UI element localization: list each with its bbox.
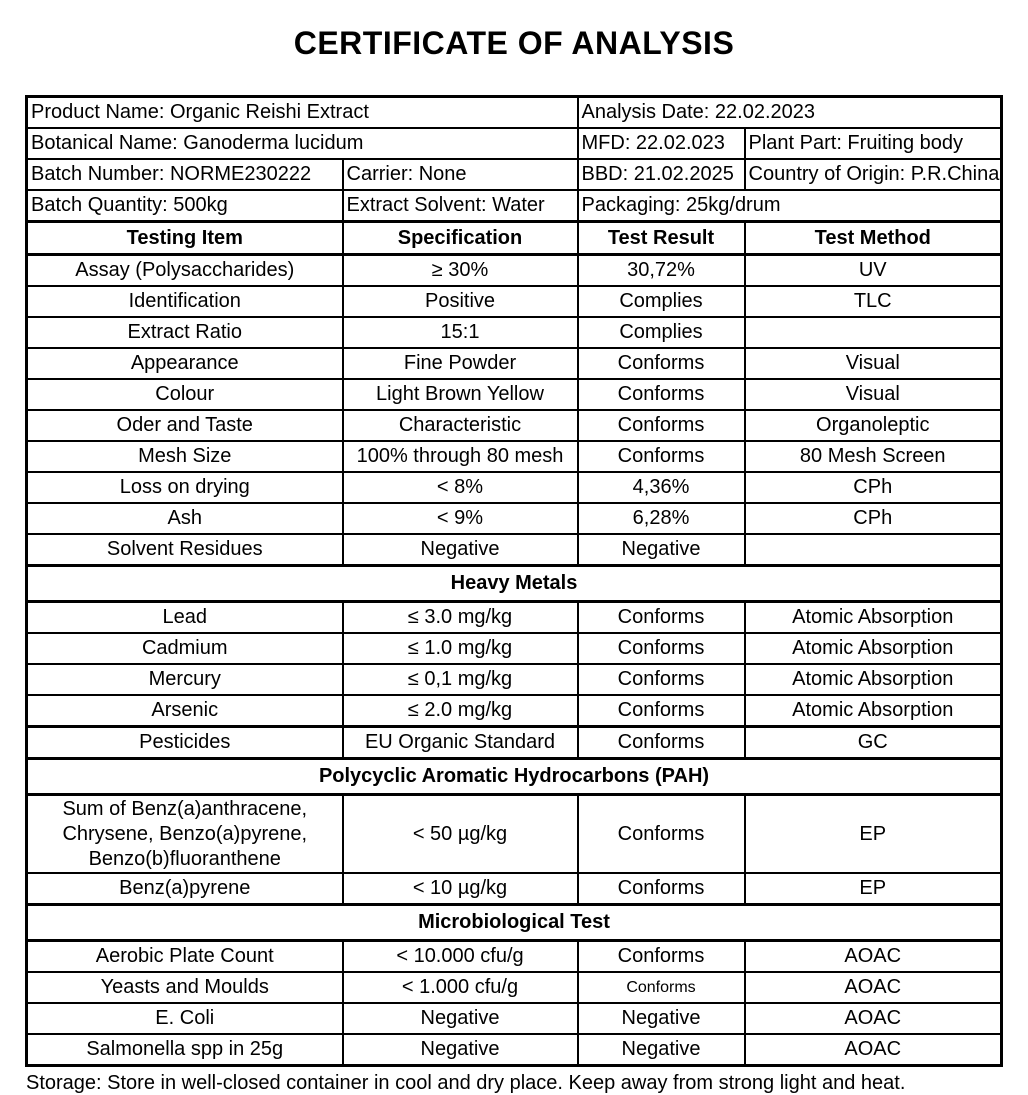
cell-test-result: Conforms	[578, 795, 745, 874]
certificate-table	[25, 95, 1003, 1067]
cell-test-method: 80 Mesh Screen	[745, 441, 1002, 472]
cell-specification: < 8%	[343, 472, 578, 503]
cell-specification: EU Organic Standard	[343, 727, 578, 759]
cell-testing-item: Identification	[27, 286, 343, 317]
carrier: Carrier: None	[343, 159, 578, 190]
table-row-oder-taste	[27, 410, 1002, 441]
cell-specification: Negative	[343, 534, 578, 566]
info-row-botanical	[27, 128, 1002, 159]
cell-test-method: EP	[745, 795, 1002, 874]
section-header-microbiological	[27, 905, 1002, 941]
cell-specification: < 9%	[343, 503, 578, 534]
table-row-benzapyrene	[27, 873, 1002, 905]
cell-test-result: Conforms	[578, 695, 745, 727]
cell-test-method: TLC	[745, 286, 1002, 317]
cell-test-result: Conforms	[578, 873, 745, 905]
table-row-e-coli	[27, 1003, 1002, 1034]
section-header-heavy-metals	[27, 566, 1002, 602]
storage-note: Storage: Store in well-closed container in cool and dry place. Keep away from strong light and heat.	[26, 1072, 906, 1094]
cell-test-method: Atomic Absorption	[745, 633, 1002, 664]
table-row-yeasts-moulds	[27, 972, 1002, 1003]
cell-test-method: AOAC	[745, 1034, 1002, 1066]
table-row-aerobic-plate-count	[27, 941, 1002, 973]
cell-test-result: Conforms	[578, 664, 745, 695]
cell-testing-item: Yeasts and Moulds	[27, 972, 343, 1003]
cell-specification: < 1.000 cfu/g	[343, 972, 578, 1003]
mfd-date: MFD: 22.02.023	[578, 128, 745, 159]
cell-test-method	[745, 317, 1002, 348]
page-title: CERTIFICATE OF ANALYSIS	[293, 25, 735, 61]
cell-specification: Light Brown Yellow	[343, 379, 578, 410]
cell-test-result: Negative	[578, 1034, 745, 1066]
cell-testing-item: Oder and Taste	[27, 410, 343, 441]
botanical-name: Botanical Name: Ganoderma lucidum	[27, 128, 578, 159]
cell-testing-item: Mesh Size	[27, 441, 343, 472]
col-header-test-method: Test Method	[745, 222, 1002, 255]
cell-specification: ≤ 1.0 mg/kg	[343, 633, 578, 664]
cell-test-result: Negative	[578, 1003, 745, 1034]
cell-specification: < 50 µg/kg	[343, 795, 578, 874]
country-of-origin: Country of Origin: P.R.China	[745, 159, 1002, 190]
cell-test-method: Atomic Absorption	[745, 664, 1002, 695]
cell-testing-item: Mercury	[27, 664, 343, 695]
col-header-testing-item: Testing Item	[27, 222, 343, 255]
table-row-lead	[27, 602, 1002, 634]
plant-part: Plant Part: Fruiting body	[745, 128, 1002, 159]
cell-specification: < 10 µg/kg	[343, 873, 578, 905]
cell-test-result: 6,28%	[578, 503, 745, 534]
cell-test-method	[745, 534, 1002, 566]
table-row-pah-sum	[27, 795, 1002, 874]
cell-testing-item: Extract Ratio	[27, 317, 343, 348]
section-title: Polycyclic Aromatic Hydrocarbons (PAH)	[27, 759, 1002, 795]
col-header-test-result: Test Result	[578, 222, 745, 255]
cell-testing-item: Colour	[27, 379, 343, 410]
cell-test-result: Conforms	[578, 727, 745, 759]
info-row-batch	[27, 159, 1002, 190]
info-row-product	[27, 97, 1002, 129]
packaging: Packaging: 25kg/drum	[578, 190, 1002, 222]
cell-testing-item: Loss on drying	[27, 472, 343, 503]
cell-testing-item: Arsenic	[27, 695, 343, 727]
cell-testing-item: Assay (Polysaccharides)	[27, 255, 343, 287]
product-name: Product Name: Organic Reishi Extract	[27, 97, 578, 129]
col-header-specification: Specification	[343, 222, 578, 255]
cell-specification: < 10.000 cfu/g	[343, 941, 578, 973]
info-row-quantity	[27, 190, 1002, 222]
cell-testing-item: Cadmium	[27, 633, 343, 664]
section-title: Microbiological Test	[27, 905, 1002, 941]
section-header-pah	[27, 759, 1002, 795]
cell-testing-item: Appearance	[27, 348, 343, 379]
cell-test-result: 4,36%	[578, 472, 745, 503]
cell-test-result: Conforms	[578, 633, 745, 664]
cell-test-result: Conforms	[578, 348, 745, 379]
certificate-page	[0, 26, 1028, 1095]
table-row-arsenic	[27, 695, 1002, 727]
cell-test-method: Atomic Absorption	[745, 602, 1002, 634]
cell-test-result: 30,72%	[578, 255, 745, 287]
section-title: Heavy Metals	[27, 566, 1002, 602]
cell-specification: Fine Powder	[343, 348, 578, 379]
table-row-loss-on-drying	[27, 472, 1002, 503]
table-row-identification	[27, 286, 1002, 317]
cell-test-method: AOAC	[745, 941, 1002, 973]
table-row-extract-ratio	[27, 317, 1002, 348]
cell-test-result: Complies	[578, 317, 745, 348]
table-row-colour	[27, 379, 1002, 410]
cell-testing-item: Benz(a)pyrene	[27, 873, 343, 905]
table-row-cadmium	[27, 633, 1002, 664]
cell-specification: ≤ 2.0 mg/kg	[343, 695, 578, 727]
cell-test-method: Organoleptic	[745, 410, 1002, 441]
cell-testing-item: Solvent Residues	[27, 534, 343, 566]
cell-test-result: Conforms	[578, 972, 745, 1003]
cell-test-method: Visual	[745, 348, 1002, 379]
table-row-assay	[27, 255, 1002, 287]
cell-test-result: Negative	[578, 534, 745, 566]
cell-test-method: Atomic Absorption	[745, 695, 1002, 727]
cell-test-method: EP	[745, 873, 1002, 905]
cell-specification: ≤ 3.0 mg/kg	[343, 602, 578, 634]
cell-specification: Negative	[343, 1034, 578, 1066]
bbd-date: BBD: 21.02.2025	[578, 159, 745, 190]
cell-test-method: GC	[745, 727, 1002, 759]
cell-specification: Negative	[343, 1003, 578, 1034]
cell-testing-item: Pesticides	[27, 727, 343, 759]
cell-specification: Positive	[343, 286, 578, 317]
table-row-appearance	[27, 348, 1002, 379]
cell-test-result: Conforms	[578, 941, 745, 973]
cell-test-result: Complies	[578, 286, 745, 317]
cell-specification: 15:1	[343, 317, 578, 348]
cell-specification: ≥ 30%	[343, 255, 578, 287]
cell-testing-item: Aerobic Plate Count	[27, 941, 343, 973]
table-row-mercury	[27, 664, 1002, 695]
cell-test-result: Conforms	[578, 602, 745, 634]
cell-test-method: AOAC	[745, 1003, 1002, 1034]
column-header-row	[27, 222, 1002, 255]
cell-testing-item: Sum of Benz(a)anthracene, Chrysene, Benzo(a)pyrene, Benzo(b)fluoranthene	[27, 795, 343, 874]
cell-specification: 100% through 80 mesh	[343, 441, 578, 472]
cell-specification: ≤ 0,1 mg/kg	[343, 664, 578, 695]
cell-specification: Characteristic	[343, 410, 578, 441]
cell-test-method: UV	[745, 255, 1002, 287]
cell-test-result: Conforms	[578, 379, 745, 410]
table-row-solvent-residues	[27, 534, 1002, 566]
table-row-mesh-size	[27, 441, 1002, 472]
analysis-date: Analysis Date: 22.02.2023	[578, 97, 1002, 129]
cell-test-result: Conforms	[578, 410, 745, 441]
cell-testing-item: Lead	[27, 602, 343, 634]
cell-testing-item: E. Coli	[27, 1003, 343, 1034]
cell-test-method: CPh	[745, 503, 1002, 534]
table-row-pesticides	[27, 727, 1002, 759]
cell-testing-item: Ash	[27, 503, 343, 534]
cell-test-method: AOAC	[745, 972, 1002, 1003]
cell-test-method: CPh	[745, 472, 1002, 503]
extract-solvent: Extract Solvent: Water	[343, 190, 578, 222]
batch-number: Batch Number: NORME230222	[27, 159, 343, 190]
cell-test-method: Visual	[745, 379, 1002, 410]
table-row-salmonella	[27, 1034, 1002, 1066]
table-row-ash	[27, 503, 1002, 534]
cell-test-result: Conforms	[578, 441, 745, 472]
cell-testing-item: Salmonella spp in 25g	[27, 1034, 343, 1066]
batch-quantity: Batch Quantity: 500kg	[27, 190, 343, 222]
